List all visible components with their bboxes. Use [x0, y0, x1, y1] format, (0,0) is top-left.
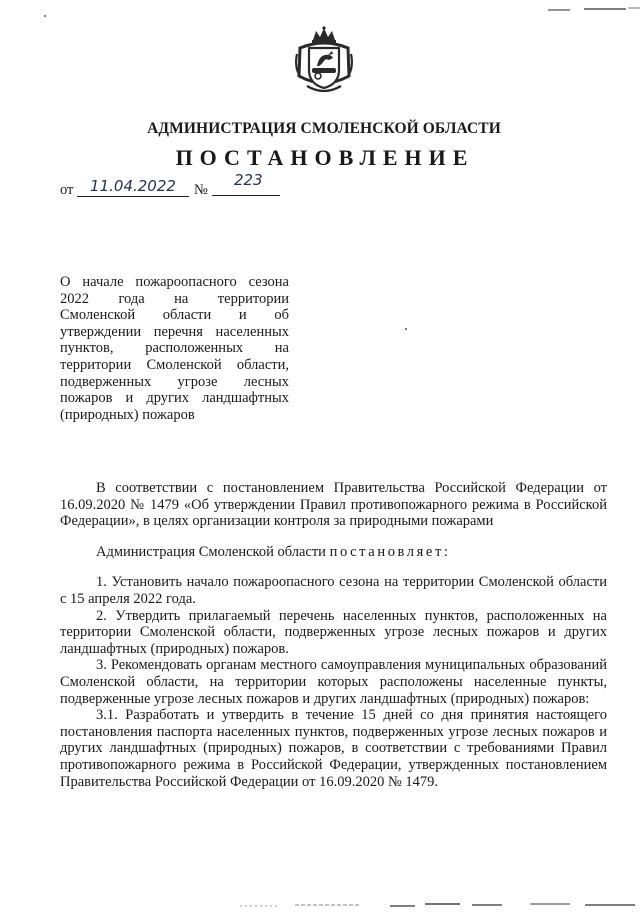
handwritten-date: 11.04.2022	[77, 176, 189, 197]
organization-name: АДМИНИСТРАЦИЯ СМОЛЕНСКОЙ ОБЛАСТИ	[147, 120, 501, 137]
resolution-verb: постановляет:	[329, 543, 451, 560]
preamble-paragraph: В соответствии с постановлением Правительства Российской Федерации от 16.09.2020 № 1479 «Об утверждении Правил противопожарного режима в Российской Федерации», в целях организации контроля за природными пожарами	[60, 480, 607, 530]
scan-speck	[405, 328, 407, 330]
item-3: 3. Рекомендовать органам местного самоуправления муниципальных образований Смоленской области, на территории которых расположены населенные пункты, подверженные угрозе лесных пожаров и других ландшафтных (природных) пожаров:	[60, 657, 607, 707]
scan-artifact-top	[540, 0, 640, 6]
document-body	[60, 480, 607, 790]
resolution-lead-text: Администрация Смоленской области	[96, 543, 326, 560]
resolution-lead	[60, 544, 607, 561]
scan-artifact-bottom	[240, 896, 640, 905]
item-2: 2. Утвердить прилагаемый перечень населенных пунктов, расположенных на территории Смоленской области, подверженных угрозе лесных пожаров и других ландшафтных (природных) пожаров.	[60, 607, 607, 657]
item-3-1: 3.1. Разработать и утвердить в течение 15 дней со дня принятия настоящего постановления паспорта населенных пунктов, подверженных угрозе лесных пожаров и других ландшафтных (природных) пожаров, в соответствии с требованиями Правил противопожарного режима в Российской Федерации, утвержденных постановлением Правительства Российской Федерации от 16.09.2020 № 1479.	[60, 707, 607, 790]
document-subject: О начале пожароопасного сезона 2022 года на территории Смоленской области и об утверждении перечня населенных пунктов, расположенных на территории Смоленской области, подверженных угрозе лесных пожаров и других ландшафтных (природных) пожаров	[60, 274, 289, 423]
handwritten-number: 223	[212, 170, 280, 196]
number-prefix: №	[194, 182, 208, 198]
coat-of-arms-icon	[295, 26, 353, 96]
scan-speck	[44, 15, 46, 17]
date-prefix: от	[60, 182, 74, 198]
registration-line	[60, 171, 290, 200]
document-type-title: ПОСТАНОВЛЕНИЕ	[175, 145, 475, 170]
item-1: 1. Установить начало пожароопасного сезона на территории Смоленской области с 15 апреля 2022 года.	[60, 574, 607, 607]
